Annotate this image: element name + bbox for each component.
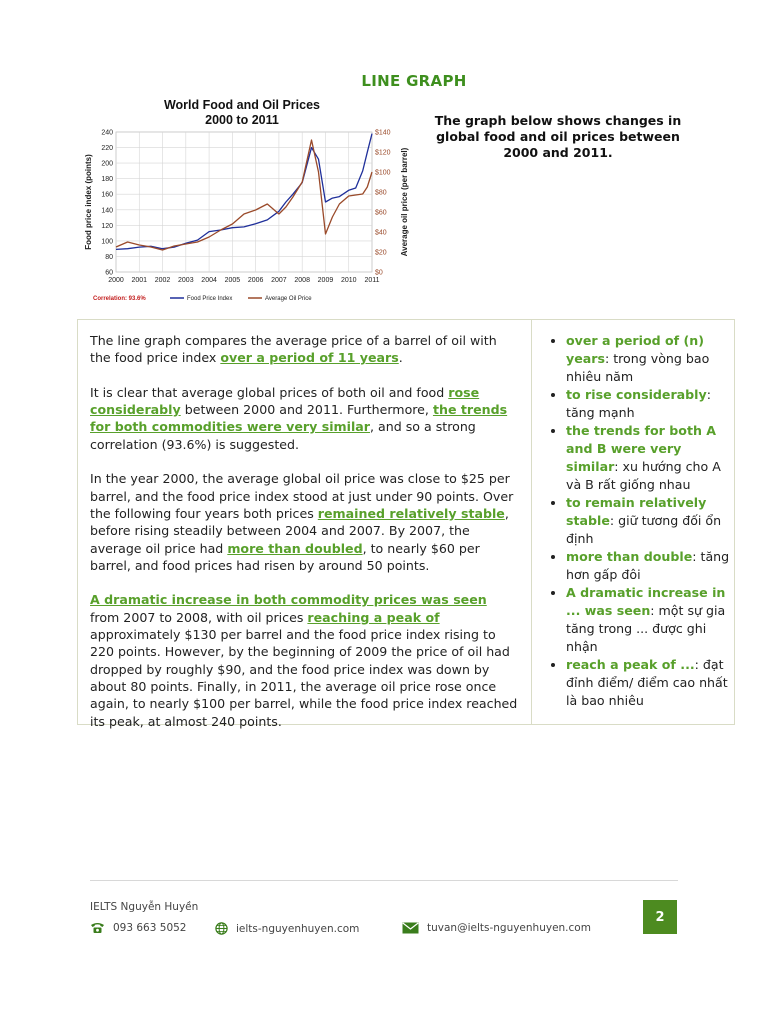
- text: The line graph compares the average price of a barrel of oil with the food price index: [90, 333, 497, 366]
- y-tick-label: 220: [101, 145, 113, 153]
- content-box: [77, 319, 735, 729]
- y-tick-label: 240: [101, 129, 113, 137]
- vocab-item: [566, 548, 730, 584]
- legend-food: Food Price Index: [187, 296, 233, 302]
- correlation-annotation: Correlation: 93.6%: [93, 296, 146, 302]
- vocab-item: [566, 386, 730, 422]
- vocab-meaning: : trong vòng bao nhiêu năm: [566, 351, 710, 384]
- y2-tick-label: $20: [375, 249, 387, 257]
- email-link: tuvan@ielts-nguyenhuyen.com: [427, 922, 591, 934]
- y-tick-label: 140: [101, 207, 113, 215]
- y2-axis-ticks: [375, 130, 391, 277]
- vocab-meaning: : tăng mạnh: [566, 387, 711, 420]
- footer-divider: [90, 880, 678, 881]
- vocab-item: [566, 422, 730, 494]
- highlight-phrase: reaching a peak of: [307, 609, 440, 625]
- legend-oil: Average Oil Price: [265, 296, 312, 302]
- y-axis-label: Food price index (points): [84, 154, 93, 250]
- chart-title: World Food and Oil Prices: [163, 98, 321, 112]
- x-tick-label: 2011: [364, 277, 380, 284]
- x-tick-label: 2004: [201, 277, 217, 284]
- vocab-term: to remain relatively stable: [566, 495, 707, 528]
- highlight-phrase: remained relatively stable: [317, 505, 505, 521]
- x-tick-label: 2000: [108, 277, 124, 284]
- footer-phone[interactable]: [90, 922, 186, 934]
- vocab-list: [544, 332, 730, 710]
- x-axis-ticks: [108, 277, 379, 284]
- text: approximately $130 per barrel and the food price index rising to 220 points. However, by the beginning of 2009 the price of oil had dropped by roughly $90, and the food price index was down by about 80 points. Finally, in 2011, the average oil price rose once again, to nearly $100 per barrel, while the food price index reached its peak, at almost 240 points.: [90, 627, 518, 729]
- paragraph-1: [90, 332, 520, 367]
- text: .: [398, 350, 403, 366]
- x-tick-label: 2005: [224, 277, 241, 284]
- y-tick-label: 100: [101, 238, 113, 246]
- vocab-meaning: : xu hướng cho A và B rất giống nhau: [566, 459, 721, 492]
- vocab-meaning: : một sự gia tăng trong ... được ghi nhận: [566, 603, 726, 654]
- footer-brand: IELTS Nguyễn Huyền: [90, 901, 199, 913]
- y-tick-label: 200: [101, 160, 113, 168]
- y2-tick-label: $120: [375, 149, 391, 157]
- x-tick-label: 2010: [340, 277, 357, 284]
- phone-icon: [90, 922, 105, 934]
- column-divider: [531, 320, 532, 724]
- essay-column: [90, 332, 520, 747]
- vocab-item: [566, 584, 730, 656]
- x-tick-label: 2002: [154, 277, 171, 284]
- text: between 2000 and 2011. Furthermore,: [180, 402, 433, 418]
- text: , and so a strong correlation (93.6%) is suggested.: [90, 419, 476, 452]
- vocab-item: [566, 494, 730, 548]
- mail-icon: [402, 922, 419, 934]
- chart-svg: [84, 92, 420, 310]
- highlight-phrase: A dramatic increase in both commodity prices was seen: [90, 592, 487, 608]
- vocab-term: the trends for both A and B were very similar: [566, 423, 717, 474]
- text: from 2007 to 2008, with oil prices: [90, 609, 308, 625]
- line-chart: [84, 92, 420, 310]
- y-tick-label: 60: [105, 269, 113, 277]
- y-tick-label: 120: [101, 222, 113, 230]
- vocab-item: [566, 332, 730, 386]
- chart-subtitle: 2000 to 2011: [205, 113, 279, 127]
- vocab-term: to rise considerably: [566, 387, 707, 402]
- x-tick-label: 2007: [271, 277, 287, 284]
- vocab-meaning: : đạt đỉnh điểm/ điểm cao nhất là bao nhiêu: [566, 657, 728, 708]
- y2-axis-label: Average oil price (per barrel): [400, 147, 409, 257]
- y2-tick-label: $0: [375, 269, 383, 277]
- x-tick-label: 2001: [131, 277, 148, 284]
- vocab-item: [566, 656, 730, 710]
- vocab-meaning: : tăng hơn gấp đôi: [566, 549, 730, 582]
- highlight-phrase: rose considerably: [90, 384, 480, 418]
- y2-tick-label: $140: [375, 129, 391, 137]
- y2-tick-label: $40: [375, 229, 387, 237]
- highlight-phrase: more than doubled: [227, 540, 363, 556]
- y-tick-label: 80: [105, 253, 113, 261]
- text: In the year 2000, the average global oil price was close to $25 per barrel, and the food price index stood at just under 90 points. Over the following four years both prices: [90, 471, 514, 521]
- vocab-column: [544, 332, 730, 710]
- x-tick-label: 2008: [294, 277, 310, 284]
- y2-tick-label: $100: [375, 169, 391, 177]
- page-title: LINE GRAPH: [361, 72, 467, 90]
- y-tick-label: 180: [101, 176, 113, 184]
- paragraph-4: [90, 591, 520, 729]
- globe-icon: [215, 922, 228, 935]
- text: It is clear that average global prices of both oil and food: [90, 384, 449, 400]
- footer-website[interactable]: [215, 922, 359, 935]
- x-tick-label: 2009: [317, 277, 334, 284]
- vocab-term: A dramatic increase in ... was seen: [566, 585, 726, 618]
- highlight-phrase: over a period of 11 years: [220, 350, 399, 366]
- text: , to nearly $60 per barrel, and food prices had risen by around 50 points.: [90, 540, 480, 573]
- y-axis-ticks: [101, 130, 113, 277]
- text: , before rising steadily between 2004 and 2007. By 2007, the average oil price had: [90, 505, 509, 556]
- x-tick-label: 2003: [178, 277, 194, 284]
- intro-text: The graph below shows changes in global food and oil prices between 2000 and 2011.: [434, 113, 682, 160]
- highlight-phrase: the trends for both commodities were very similar: [90, 402, 508, 435]
- website-link: ielts-nguyenhuyen.com: [236, 922, 360, 935]
- page-number: 2: [643, 900, 677, 934]
- plot-area: [116, 132, 372, 272]
- phone-number: 093 663 5052: [113, 922, 187, 934]
- paragraph-3: [90, 470, 520, 574]
- footer-email[interactable]: [402, 922, 591, 934]
- vocab-term: more than double: [566, 549, 693, 564]
- paragraph-2: [90, 384, 520, 453]
- x-tick-label: 2006: [247, 277, 264, 284]
- y2-tick-label: $60: [375, 209, 387, 217]
- vocab-term: over a period of (n) years: [566, 333, 705, 366]
- vocab-term: reach a peak of ...: [566, 657, 695, 672]
- y2-tick-label: $80: [375, 189, 387, 197]
- vocab-meaning: : giữ tương đối ổn định: [566, 513, 722, 546]
- y-tick-label: 160: [101, 191, 113, 199]
